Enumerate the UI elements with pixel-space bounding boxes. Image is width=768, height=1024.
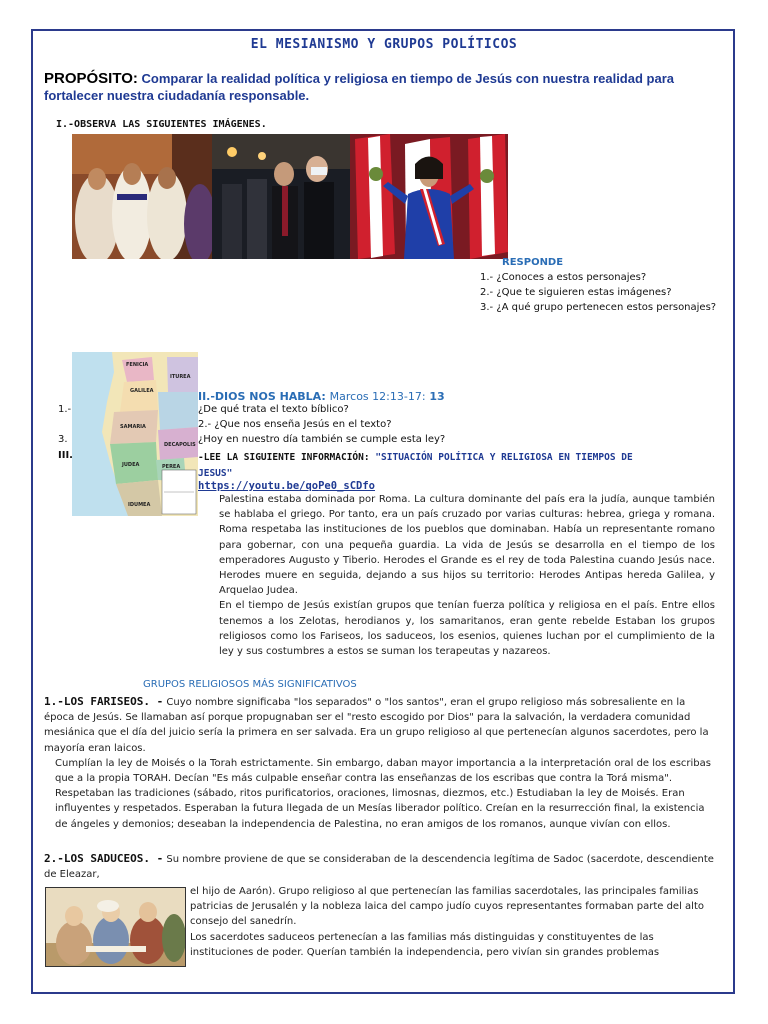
officials-image — [212, 134, 350, 259]
section3-quoted: "SITUACIÓN POLÍTICA Y RELIGIOSA EN TIEMPOS DE — [375, 452, 633, 463]
context-paragraphs — [219, 492, 715, 659]
saduceos-heading: 2.-LOS SADUCEOS. - — [44, 852, 164, 865]
saduceos-p2: el hijo de Aarón). Grupo religioso al que pertenecían las familias sacerdotales, las principales familias patricias de Jerusalén y la nobleza laica del campo judío cuyos representantes formaban parte del alto consejo del sanedrín. — [190, 886, 704, 928]
section2-q2: 2.- ¿Que nos enseña Jesús en el texto? — [198, 419, 392, 430]
question-number-1: 1.- — [58, 404, 72, 415]
responde-q2: 2.- ¿Que te siguieren estas imágenes? — [480, 287, 672, 298]
responde-heading: RESPONDE — [502, 257, 564, 268]
saduceos-section — [44, 851, 716, 882]
section-number-iii: III. — [58, 450, 73, 461]
section2-q1: ¿De qué trata el texto bíblico? — [198, 404, 349, 415]
pharisees-image — [72, 134, 212, 259]
fariseos-p2: Cumplían la ley de Moisés o la Torah estrictamente. Sin embargo, daban mayor importancia a la interpretación oral de los escribas que a la propia TORAH. Decían "Es más culpable enseñar contra las enseñanzas de los escribas que contra la Torá misma". Respetaban las tradiciones (sábado, ritos purificatorios, oraciones, limosnas, diezmos, etc.) Estudiaban la ley de Moisés. Eran influyentes y respetados. Esperaban la futura llegada de un Mesías liberador político. Creían en la resurrección final, la existencia de ángeles y demonios; deseaban la independencia de Palestina, no eran amigos de los romanos, aunque vivían con ellos. — [55, 757, 711, 830]
verse-end: 13 — [429, 390, 445, 403]
fariseos-p1: Cuyo nombre significaba "los separados" o "los santos", eran el grupo religioso más sobresaliente en la época de Jesús. Se llamaban así porque propugnaban ser el "resto escogido por Dios" para la salvación, la verdadera comunidad mesiánica que el día del juicio sería la primera en ser salvada. Era un grupo religioso al que pertenecían algunos sacerdotes, pero la mayoría eran laicos. — [44, 697, 709, 754]
map-label-iturea: ITUREA — [170, 374, 191, 380]
saduceos-continuation — [190, 884, 718, 960]
map-label-decapolis: DECAPOLIS — [164, 442, 196, 448]
paragraph-roma: Palestina estaba dominada por Roma. La cultura dominante del país era la judía, aunque también se hablaba el griego. Por tanto, era un país cruzado por varias culturas: hebrea, griega y romana. Roma respetaba las instituciones de los pueblos que dominaban. Había un representante romano para gobernar, con una pequeña guardia. La vida de Jesús se desarrolla en el tiempo de los emperadores Augusto y Tiberio. Herodes el Grande es el rey de toda Palestina cuando Jesús nace. Herodes muere en seguida, dejando a sus hijos su territorio: Herodes Antipas hereda Galilea, y Arquelao Judea. — [219, 494, 715, 597]
palestine-map-image — [72, 352, 198, 516]
question-number-3: 3. — [58, 434, 68, 445]
map-label-idumea: IDUMEA — [128, 502, 151, 508]
responde-q1: 1.- ¿Conoces a estos personajes? — [480, 272, 647, 283]
proposito-label: PROPÓSITO: — [44, 70, 138, 87]
fariseos-section — [44, 694, 716, 832]
grupos-heading: GRUPOS RELIGIOSOS MÁS SIGNIFICATIVOS — [143, 679, 357, 690]
map-label-judea: JUDEA — [122, 462, 140, 468]
section1-heading: I.-OBSERVA LAS SIGUIENTES IMÁGENES. — [56, 119, 267, 130]
page-title: EL MESIANISMO Y GRUPOS POLÍTICOS — [250, 37, 518, 52]
paragraph-grupos: En el tiempo de Jesús existían grupos que tenían fuerza política y religiosa en el país. Entre ellos tenemos a los Zelotas, herodianos y, los samaritanos, eran gente rebelde Estaban los grupos religiosos como los Fariseos, los saduceos, los esenios, quienes luchan por el cumplimiento de la ley y sus costumbres a estos se suman los terapeutas y nazareos. — [219, 600, 715, 658]
saduceos-p1: Su nombre proviene de que se consideraban de la descendencia legítima de Sadoc (sacerdote, descendiente de Eleazar, — [44, 854, 714, 881]
section2-title: II.-DIOS NOS HABLA: — [198, 390, 326, 403]
proposito-text: Comparar la realidad política y religiosa en tiempo de Jesús con nuestra realidad para fortalecer nuestra ciudadanía responsable. — [44, 71, 674, 103]
president-flags-image — [350, 134, 508, 259]
map-label-samaria: SAMARIA — [120, 424, 146, 430]
youtube-link[interactable]: https://youtu.be/qoPe0_sCDfo — [198, 480, 376, 492]
section2-heading — [198, 390, 445, 403]
section3-heading — [198, 450, 718, 482]
map-label-fenicia: FENICIA — [126, 362, 149, 368]
fariseos-heading: 1.-LOS FARISEOS. - — [44, 695, 164, 708]
map-label-galilea: GALILEA — [130, 388, 154, 394]
responde-q3: 3.- ¿A qué grupo pertenecen estos personajes? — [480, 302, 717, 313]
section3-title: -LEE LA SIGUIENTE INFORMACIÓN: — [198, 452, 370, 463]
map-label-perea: PEREA — [162, 464, 181, 470]
proposito-block — [44, 70, 704, 104]
section2-q3: ¿Hoy en nuestro día también se cumple esta ley? — [198, 434, 446, 445]
bible-reference: Marcos 12:13-17: — [329, 390, 426, 403]
saduceos-image — [45, 887, 186, 967]
saduceos-p3: Los sacerdotes saduceos pertenecían a las familias más distinguidas y constituyentes de las instituciones de poder. Querían también la independencia, pero vivían sin grandes problemas — [190, 931, 660, 958]
section3-quoted-2: JESUS" — [198, 468, 233, 479]
